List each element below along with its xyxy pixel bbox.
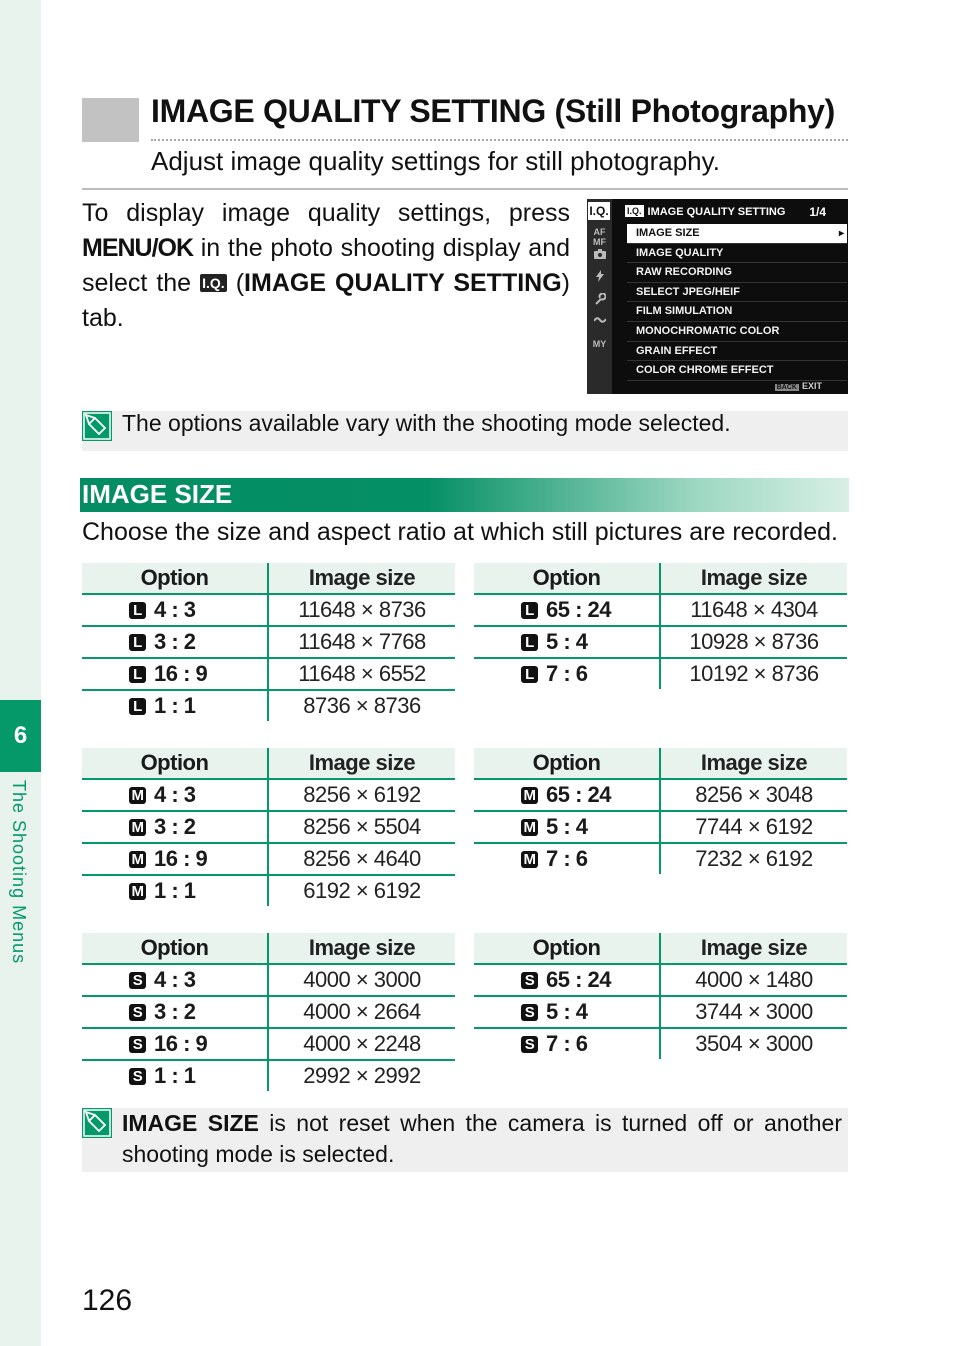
size-badge-icon: L [129, 698, 146, 715]
column-header-image-size: Image size [660, 563, 847, 594]
table-row [82, 779, 455, 811]
title-divider [151, 139, 848, 141]
image-size-cell: 4000 × 1480 [660, 964, 847, 996]
intro-text: To display image quality settings, press [82, 199, 570, 227]
camera-menu-item-image-size[interactable]: IMAGE SIZE ▸ [627, 224, 847, 244]
option-cell [474, 1028, 660, 1059]
table-header-row [474, 933, 847, 964]
column-header-image-size: Image size [660, 748, 847, 779]
aspect-ratio: 4 : 3 [154, 597, 196, 622]
image-size-cell: 4000 × 3000 [268, 964, 455, 996]
image-size-cell: 3744 × 3000 [660, 996, 847, 1028]
image-size-cell: 8736 × 8736 [303, 693, 421, 718]
title-marker [82, 98, 139, 142]
option-cell [82, 811, 268, 843]
image-size-cell: 11648 × 6552 [268, 658, 455, 690]
tab-name: IMAGE QUALITY SETTING [244, 269, 562, 297]
option-cell [474, 594, 660, 626]
note-body: is not reset when the camera is turned off or another shooting mode is selected. [122, 1110, 842, 1167]
image-size-cell: 8256 × 4640 [268, 843, 455, 875]
camera-menu-title: IMAGE QUALITY SETTING [647, 206, 786, 218]
size-badge-icon: L [521, 602, 538, 619]
table-header-row [82, 933, 455, 964]
page-number: 126 [82, 1284, 133, 1317]
size-table-large-wide [474, 563, 847, 689]
table-row [82, 658, 455, 690]
intro-text: ( [226, 269, 245, 297]
table-row [474, 779, 847, 811]
option-cell [474, 843, 660, 874]
image-size-cell: 10928 × 8736 [660, 626, 847, 658]
option-cell [82, 1060, 268, 1091]
table-row [82, 690, 455, 721]
image-size-cell: 7232 × 6192 [695, 846, 813, 871]
aspect-ratio: 16 : 9 [154, 661, 208, 686]
camera-menu-item-raw-recording[interactable]: RAW RECORDING [627, 263, 847, 283]
size-badge-icon: S [129, 1004, 146, 1021]
image-size-cell: 11648 × 7768 [268, 626, 455, 658]
chapter-side-strip [0, 0, 41, 1346]
camera-menu-item-image-quality[interactable]: IMAGE QUALITY [627, 244, 847, 264]
table-row [474, 626, 847, 658]
exit-label: EXIT [801, 381, 822, 391]
chapter-number: 6 [13, 722, 28, 749]
page-subtitle: Adjust image quality settings for still photography. [151, 146, 720, 176]
wave-icon [587, 316, 612, 326]
camera-menu-list [627, 224, 847, 381]
back-button-icon: BACK [776, 384, 797, 391]
iq-tab-icon: I.Q. [202, 275, 225, 291]
image-size-cell: 11648 × 4304 [660, 594, 847, 626]
aspect-ratio: 5 : 4 [546, 999, 588, 1024]
note-bold-term: IMAGE SIZE [122, 1110, 259, 1136]
flash-icon [587, 270, 612, 284]
chapter-tab [0, 700, 41, 772]
aspect-ratio: 7 : 6 [546, 1031, 588, 1056]
intro-paragraph [82, 196, 570, 336]
option-cell [82, 594, 268, 626]
camera-menu-item-grain-effect[interactable]: GRAIN EFFECT [627, 342, 847, 362]
option-cell [82, 658, 268, 690]
intro-text: ) tab. [82, 269, 570, 332]
aspect-ratio: 3 : 2 [154, 814, 196, 839]
image-size-cell: 8256 × 6192 [268, 779, 455, 811]
table-row [82, 1028, 455, 1060]
table-row [474, 658, 847, 689]
aspect-ratio: 7 : 6 [546, 661, 588, 686]
table-header-row [474, 563, 847, 594]
table-header-row [474, 748, 847, 779]
size-table-small-wide [474, 933, 847, 1059]
option-cell [82, 875, 268, 906]
size-badge-icon: M [521, 787, 538, 804]
option-cell [474, 996, 660, 1028]
aspect-ratio: 1 : 1 [154, 1063, 196, 1088]
size-badge-icon: M [521, 851, 538, 868]
table-header-row [82, 748, 455, 779]
camera-menu-sidebar [587, 199, 612, 394]
image-size-cell: 4000 × 2248 [268, 1028, 455, 1060]
table-row [474, 811, 847, 843]
image-size-cell: 8256 × 3048 [660, 779, 847, 811]
aspect-ratio: 4 : 3 [154, 782, 196, 807]
size-badge-icon: L [521, 666, 538, 683]
image-size-cell: 2992 × 2992 [303, 1063, 421, 1088]
image-size-cell: 3504 × 3000 [695, 1031, 813, 1056]
aspect-ratio: 16 : 9 [154, 1031, 208, 1056]
size-table-small-standard [82, 933, 455, 1091]
table-row [474, 964, 847, 996]
option-cell [82, 626, 268, 658]
table-row [82, 811, 455, 843]
column-header-image-size: Image size [268, 933, 455, 964]
image-size-cell: 4000 × 2664 [268, 996, 455, 1028]
table-header-row [82, 563, 455, 594]
note-options-vary [82, 411, 848, 451]
table-row [82, 594, 455, 626]
size-table-medium-wide [474, 748, 847, 874]
option-cell [82, 779, 268, 811]
image-size-cell: 6192 × 6192 [303, 878, 421, 903]
table-row [82, 996, 455, 1028]
note-pencil-icon [82, 411, 112, 441]
aspect-ratio: 16 : 9 [154, 846, 208, 871]
size-badge-icon: M [129, 787, 146, 804]
column-header-option: Option [82, 933, 268, 964]
column-header-option: Option [474, 563, 660, 594]
note-text: The options available vary with the shooting mode selected. [122, 410, 731, 436]
option-cell [82, 964, 268, 996]
aspect-ratio: 65 : 24 [546, 967, 611, 992]
camera-icon [587, 249, 612, 261]
column-header-option: Option [82, 563, 268, 594]
size-table-large-standard [82, 563, 455, 721]
table-row [82, 1060, 455, 1091]
image-size-cell: 8256 × 5504 [268, 811, 455, 843]
aspect-ratio: 65 : 24 [546, 782, 611, 807]
column-header-option: Option [82, 748, 268, 779]
menu-ok-button-label: MENU/OK [82, 234, 194, 262]
af-mf-tab-icon: AF MF [593, 227, 606, 247]
option-cell [474, 779, 660, 811]
option-cell [82, 996, 268, 1028]
table-row [82, 626, 455, 658]
column-header-image-size: Image size [268, 563, 455, 594]
camera-menu-page-indicator: 1/4 [809, 205, 826, 219]
image-size-cell: 7744 × 6192 [660, 811, 847, 843]
size-badge-icon: S [521, 1036, 538, 1053]
column-header-option: Option [474, 748, 660, 779]
size-badge-icon: L [521, 634, 538, 651]
option-cell [82, 843, 268, 875]
header-rule [82, 188, 848, 190]
image-size-cell: 11648 × 8736 [268, 594, 455, 626]
size-badge-icon: M [129, 883, 146, 900]
size-badge-icon: L [129, 666, 146, 683]
size-badge-icon: M [521, 819, 538, 836]
aspect-ratio: 7 : 6 [546, 846, 588, 871]
section-title: IMAGE SIZE [82, 479, 233, 509]
aspect-ratio: 1 : 1 [154, 693, 196, 718]
camera-menu-item-monochromatic-color[interactable]: MONOCHROMATIC COLOR [627, 322, 847, 342]
size-badge-icon: S [129, 1068, 146, 1085]
note-image-size-reset [82, 1108, 848, 1172]
my-menu-tab-icon: MY [592, 339, 607, 349]
size-badge-icon: S [129, 1036, 146, 1053]
aspect-ratio: 1 : 1 [154, 878, 196, 903]
camera-menu-item-color-chrome-effect[interactable]: COLOR CHROME EFFECT [627, 361, 847, 381]
camera-menu-footer [775, 381, 822, 391]
note-pencil-icon [82, 1108, 112, 1138]
aspect-ratio: 3 : 2 [154, 629, 196, 654]
table-row [474, 1028, 847, 1059]
table-row [82, 875, 455, 906]
table-row [82, 843, 455, 875]
intro-text: in the photo shooting display and select the [82, 234, 570, 297]
column-header-image-size: Image size [268, 748, 455, 779]
option-cell [474, 626, 660, 658]
section-description: Choose the size and aspect ratio at which still pictures are recorded. [82, 518, 838, 546]
wrench-icon [587, 293, 612, 307]
aspect-ratio: 65 : 24 [546, 597, 611, 622]
aspect-ratio: 5 : 4 [546, 629, 588, 654]
size-badge-icon: S [521, 972, 538, 989]
aspect-ratio: 4 : 3 [154, 967, 196, 992]
option-cell [474, 811, 660, 843]
size-badge-icon: S [521, 1004, 538, 1021]
iq-header-icon: I.Q. [627, 206, 642, 216]
table-row [474, 843, 847, 874]
size-badge-icon: L [129, 634, 146, 651]
table-row [82, 964, 455, 996]
table-row [474, 996, 847, 1028]
table-row [474, 594, 847, 626]
image-size-cell: 10192 × 8736 [689, 661, 819, 686]
option-cell [474, 658, 660, 689]
page-title: IMAGE QUALITY SETTING (Still Photography) [151, 93, 835, 129]
size-badge-icon: M [129, 819, 146, 836]
size-badge-icon: M [129, 851, 146, 868]
option-cell [474, 964, 660, 996]
camera-menu-screenshot [587, 199, 848, 394]
iq-tab-icon: I.Q. [589, 204, 609, 218]
column-header-image-size: Image size [660, 933, 847, 964]
aspect-ratio: 3 : 2 [154, 999, 196, 1024]
camera-menu-item-film-simulation[interactable]: FILM SIMULATION [627, 302, 847, 322]
size-table-medium-standard [82, 748, 455, 906]
size-badge-icon: L [129, 602, 146, 619]
note-text [122, 1108, 842, 1170]
chapter-label: The Shooting Menus [9, 780, 29, 965]
option-cell [82, 1028, 268, 1060]
aspect-ratio: 5 : 4 [546, 814, 588, 839]
size-badge-icon: S [129, 972, 146, 989]
option-cell [82, 690, 268, 721]
column-header-option: Option [474, 933, 660, 964]
camera-menu-item-select-jpeg-heif[interactable]: SELECT JPEG/HEIF [627, 283, 847, 303]
